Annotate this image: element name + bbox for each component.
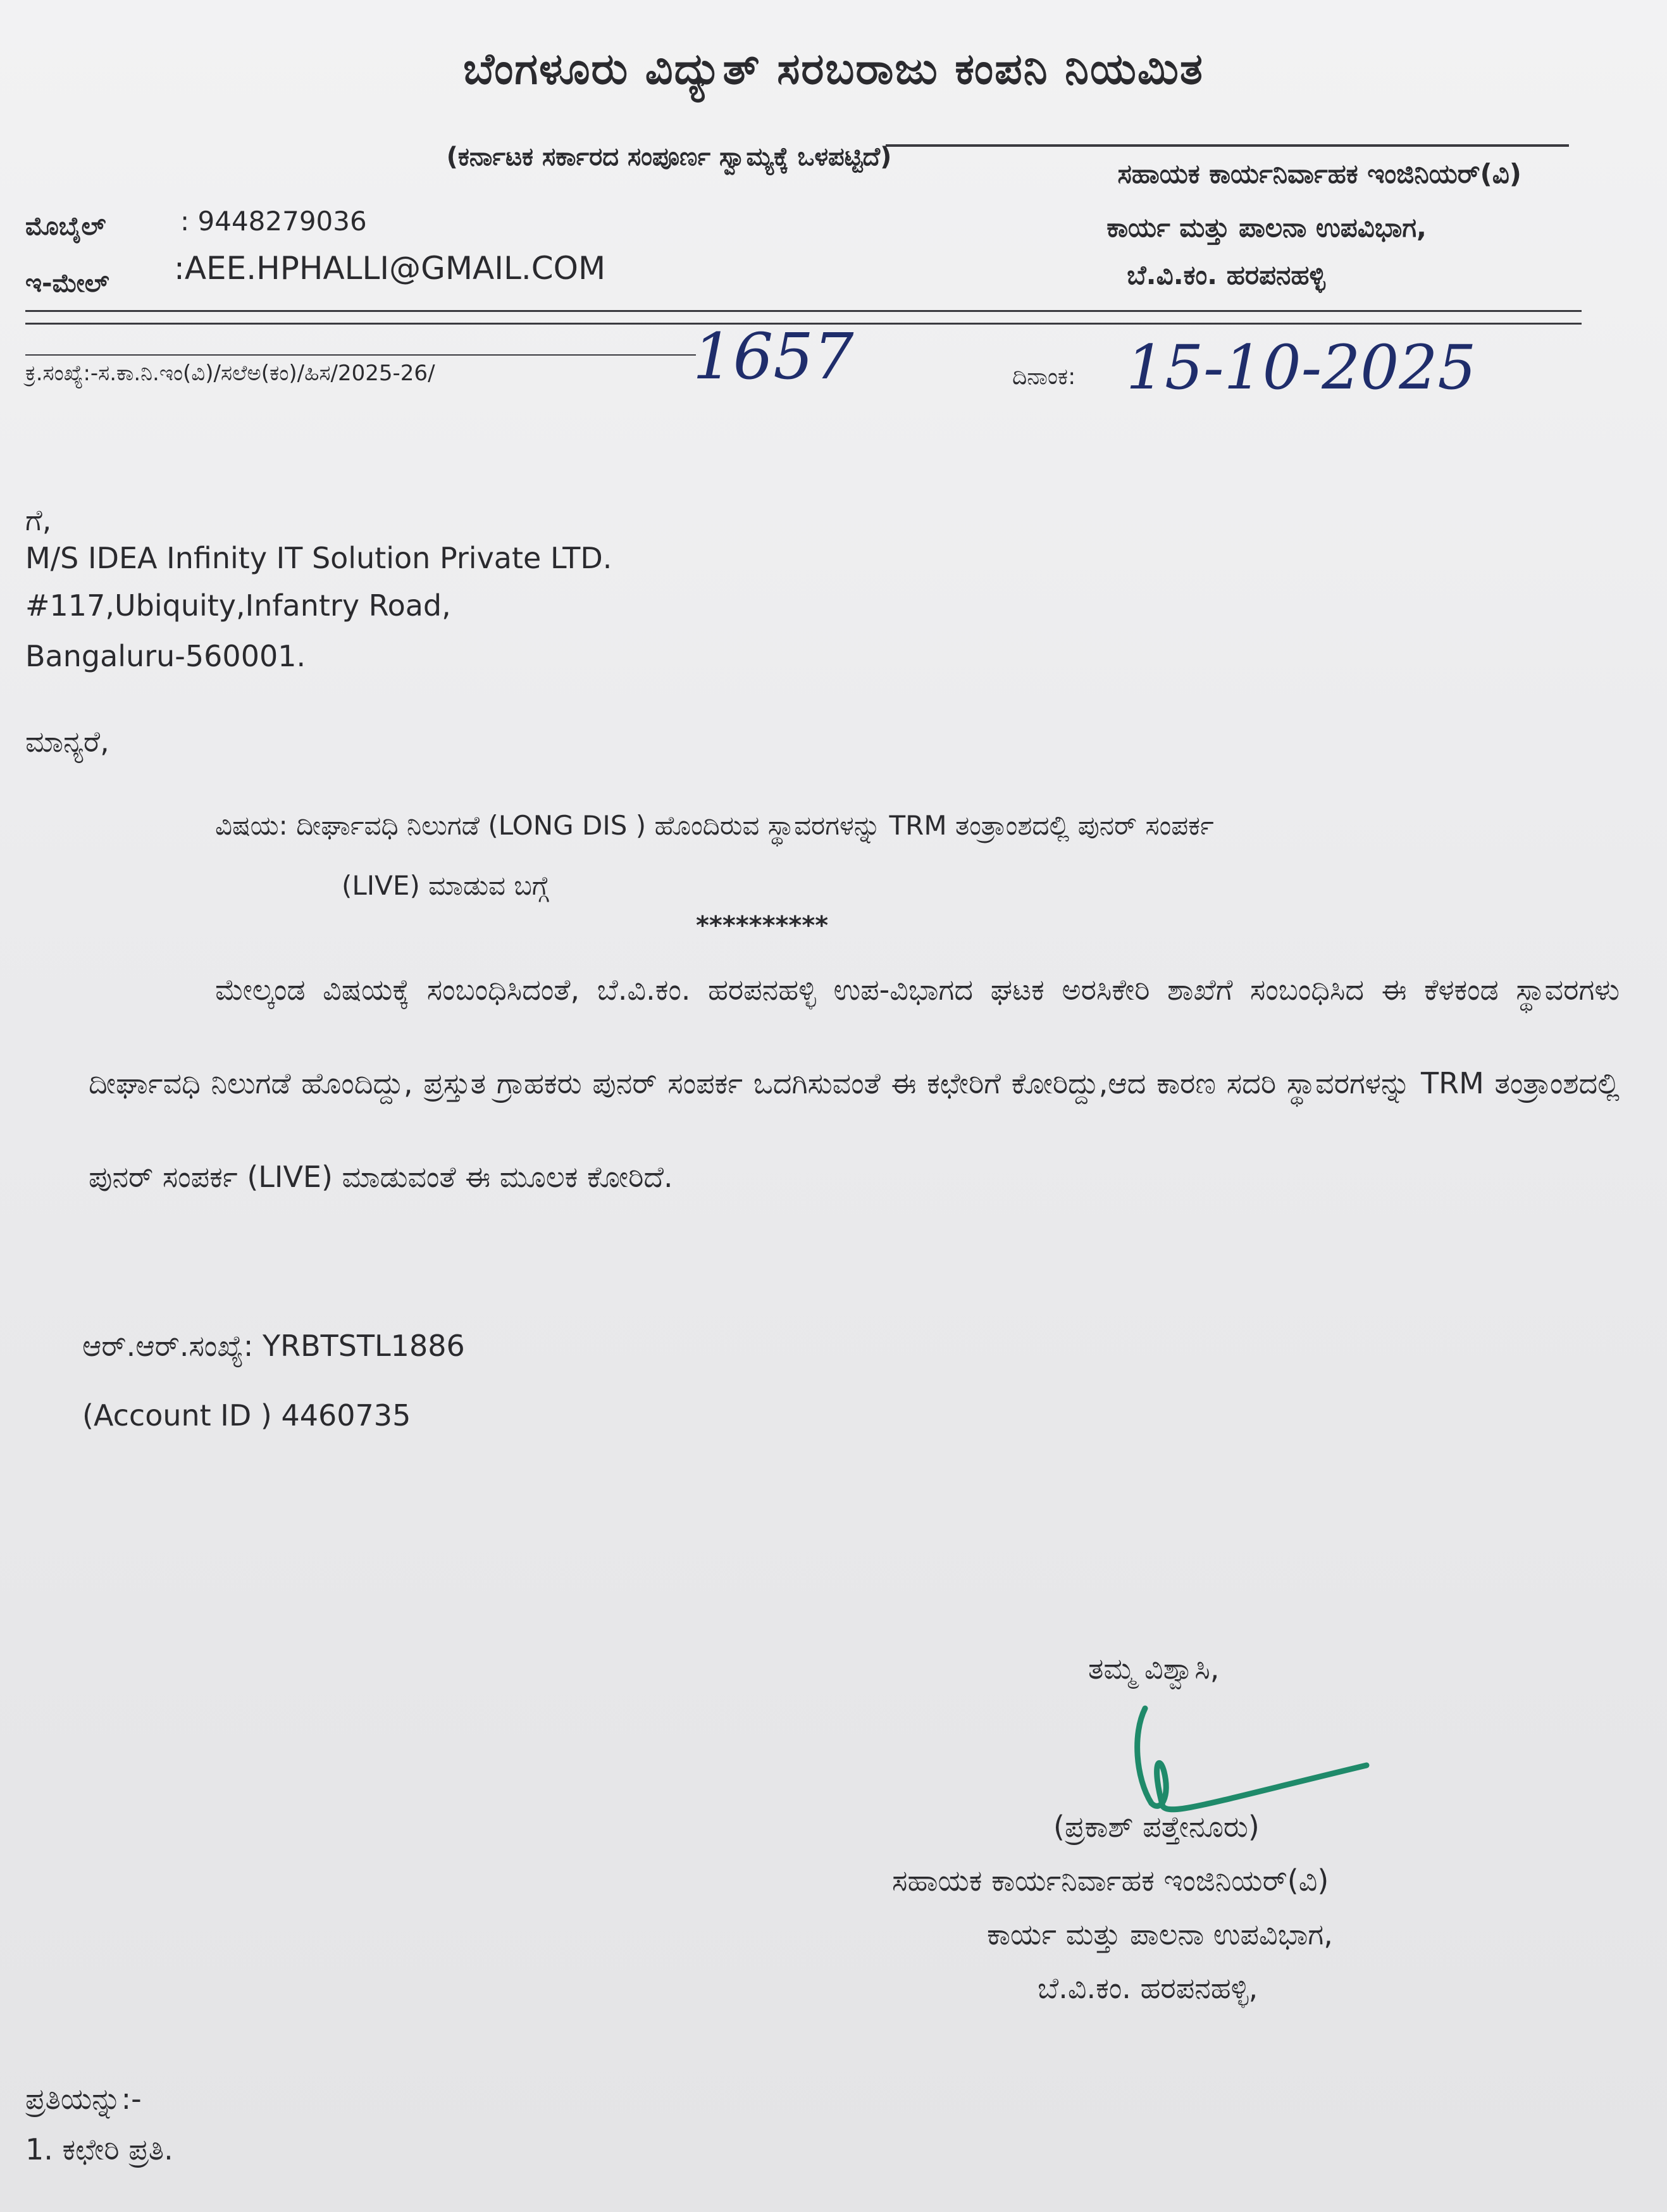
rr-number: ಆರ್.ಆರ್.ಸಂಖ್ಯೆ: YRBTSTL1886 (82, 1329, 465, 1363)
header-rule-1 (25, 310, 1582, 312)
salutation: ಮಾನ್ಯರೆ, (25, 724, 109, 759)
subject-line-1: ವಿಷಯ: ದೀರ್ಘಾವಧಿ ನಿಲುಗಡೆ (LONG DIS ) ಹೊಂದಿರುವ ಸ್ಥಾವರಗಳನ್ನು TRM ತಂತ್ರಾಂಶದಲ್ಲಿ ಪುನರ್ ಸಂಪರ್ಕ (215, 810, 1214, 841)
date-label: ದಿನಾಂಕ: (1012, 364, 1076, 390)
office-line-2: ಕಾರ್ಯ ಮತ್ತು ಪಾಲನಾ ಉಪವಿಭಾಗ, (1106, 212, 1427, 243)
subject-line-2: (LIVE) ಮಾಡುವ ಬಗ್ಗೆ (342, 870, 549, 901)
mobile-label: ಮೊಬೈಲ್ (25, 212, 106, 241)
designation-line-1: ಸಹಾಯಕ ಕಾರ್ಯನಿರ್ವಾಹಕ ಇಂಜಿನಿಯರ್(ವಿ) (892, 1863, 1329, 1898)
email-label: ಇ-ಮೇಲ್ (25, 269, 109, 298)
recipient-line-3: Bangaluru-560001. (25, 639, 306, 673)
recipient-to: ಗೆ, (25, 503, 52, 537)
recipient-line-2: #117,Ubiquity,Infantry Road, (25, 588, 451, 623)
account-id: (Account ID ) 4460735 (82, 1398, 411, 1432)
signatory-name: (ಪ್ರಕಾಶ್ ಪತ್ತೇನೂರು) (1053, 1810, 1260, 1844)
office-line-3: ಬೆ.ವಿ.ಕಂ. ಹರಪನಹಳ್ಳಿ (1127, 259, 1325, 290)
closing: ತಮ್ಮ ವಿಶ್ವಾಸಿ, (1088, 1651, 1220, 1686)
body-paragraph: ಮೇಲ್ಕಂಡ ವಿಷಯಕ್ಕೆ ಸಂಬಂಧಿಸಿದಂತೆ, ಬೆ.ವಿ.ಕಂ. ಹರಪನಹಳ್ಳಿ ಉಪ-ವಿಭಾಗದ ಘಟಕ ಅರಸಿಕೇರಿ ಶಾಖೆಗೆ ಸಂಬಂಧಿಸಿದ ಈ ಕೆಳಕಂಡ ಸ್ಥಾವರಗಳು ದೀರ್ಘಾವಧಿ ನಿಲುಗಡೆ ಹೊಂದಿದ್ದು, ಪ್ರಸ್ತುತ ಗ್ರಾಹಕರು ಪುನರ್ ಸಂಪರ್ಕ ಒದಗಿಸುವಂತೆ ಈ ಕಛೇರಿಗೆ ಕೋರಿದ್ದು,ಆದ ಕಾರಣ ಸದರಿ ಸ್ಥಾವರಗಳನ್ನು TRM ತಂತ್ರಾಂಶದಲ್ಲಿ ಪುನರ್ ಸಂಪರ್ಕ (LIVE) ಮಾಡುವಂತೆ ಈ ಮೂಲಕ ಕೋರಿದೆ. (89, 972, 1620, 1194)
designation-line-2: ಕಾರ್ಯ ಮತ್ತು ಪಾಲನಾ ಉಪವಿಭಾಗ, (987, 1917, 1333, 1951)
email-value: :AEE.HPHALLI@GMAIL.COM (174, 250, 606, 287)
date-value: 15-10-2025 (1126, 332, 1477, 403)
org-subtitle: (ಕರ್ನಾಟಕ ಸರ್ಕಾರದ ಸಂಪೂರ್ಣ ಸ್ವಾಮ್ಯಕ್ಕೆ ಒಳಪಟ್ಟಿದೆ) (446, 142, 892, 171)
header-rule-3 (25, 354, 696, 356)
recipient-line-1: M/S IDEA Infinity IT Solution Private LTD. (25, 541, 612, 575)
designation-line-3: ಬೆ.ವಿ.ಕಂ. ಹರಪನಹಳ್ಳಿ, (1038, 1971, 1258, 2005)
mobile-value: : 9448279036 (180, 206, 367, 237)
copy-item-1: 1. ಕಛೇರಿ ಪ್ರತಿ. (25, 2132, 173, 2166)
signature-mark (1126, 1696, 1379, 1829)
office-line-1: ಸಹಾಯಕ ಕಾರ್ಯನಿರ್ವಾಹಕ ಇಂಜಿನಿಯರ್(ವಿ) (1117, 158, 1521, 189)
copy-heading: ಪ್ರತಿಯನ್ನು:- (25, 2082, 142, 2116)
org-name: ಬೆಂಗಳೂರು ವಿದ್ಯುತ್ ಸರಬರಾಜು ಕಂಪನಿ ನಿಯಮಿತ (463, 44, 1204, 94)
subject-separator: ********** (696, 911, 829, 940)
reference-number: 1657 (693, 320, 854, 394)
reference-prefix: ಕ್ರ.ಸಂಖ್ಯೆ:-ಸ.ಕಾ.ನಿ.ಇಂ(ವಿ)/ಸಲೆಅ(ಕಂ)/ಹಿಸ/2025-26/ (25, 361, 435, 386)
